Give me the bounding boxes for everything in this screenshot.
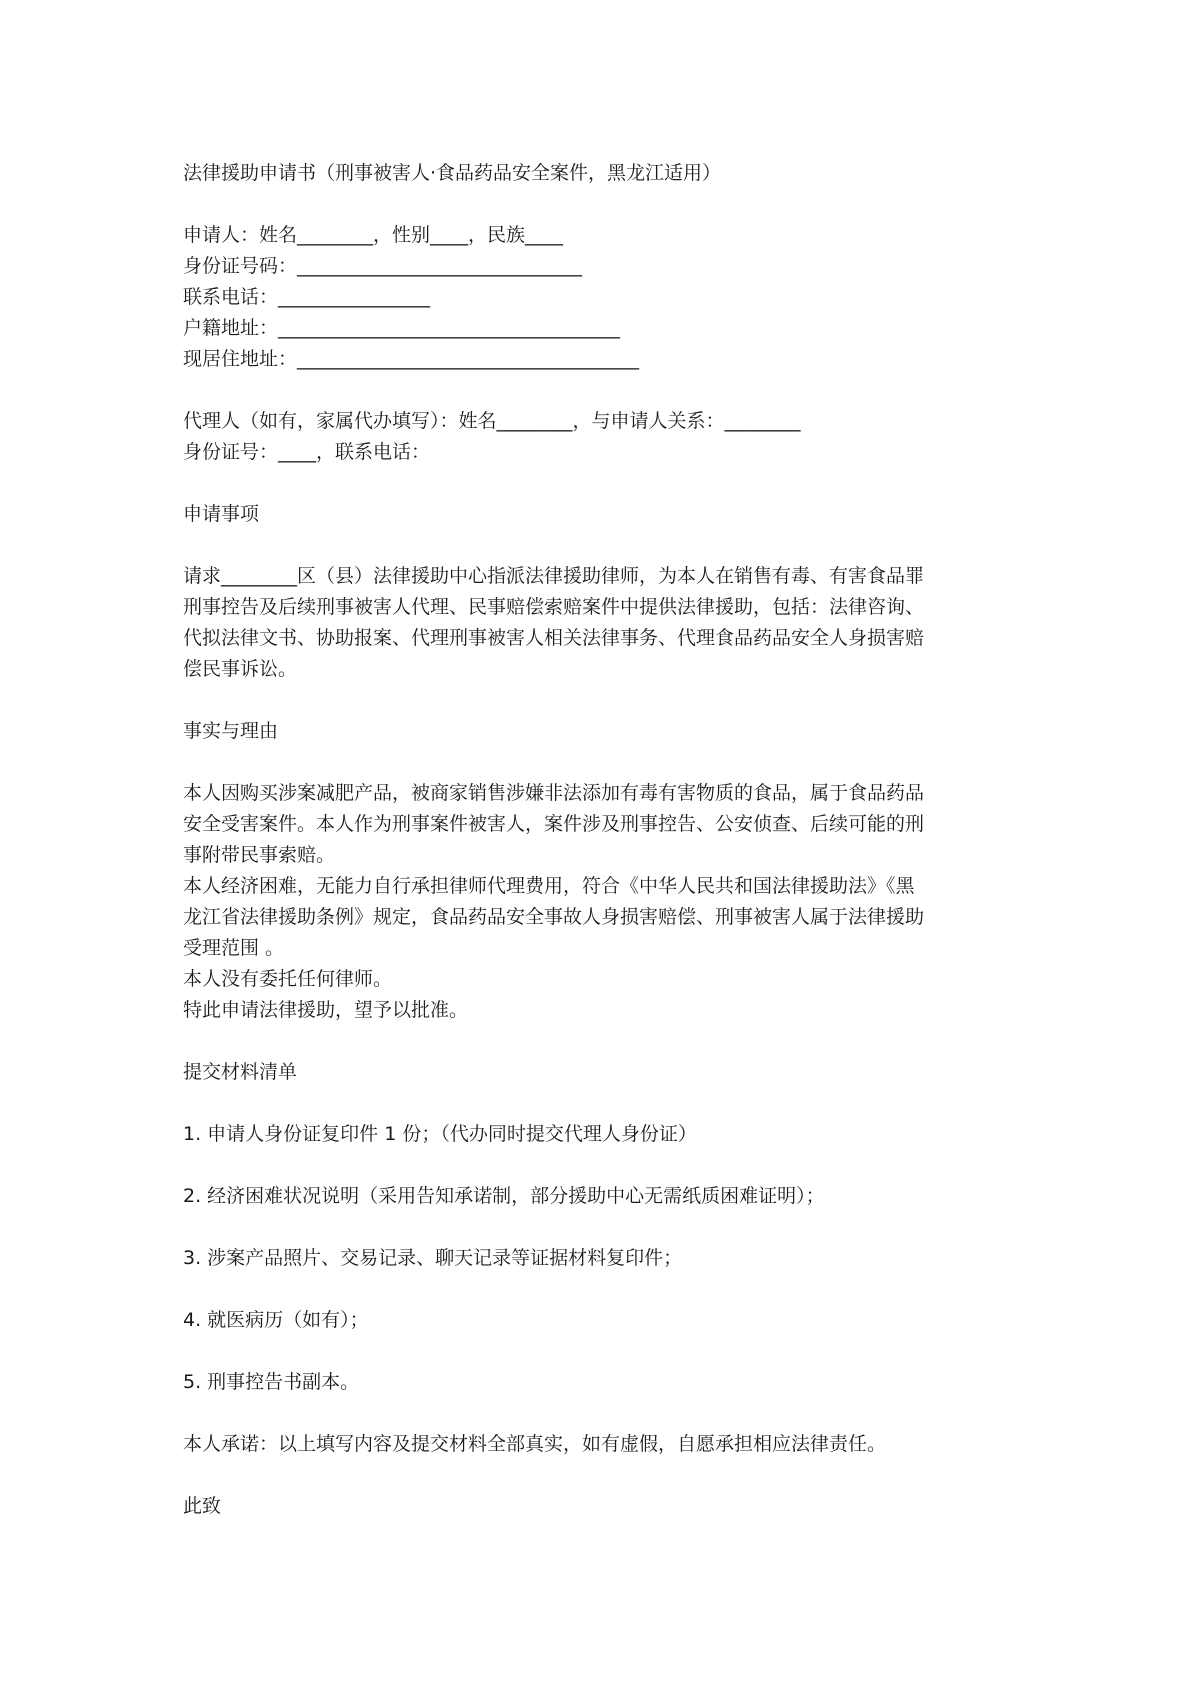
facts-line: 本人因购买涉案减肥产品，被商家销售涉嫌非法添加有毒有害物质的食品，属于食品药品 bbox=[183, 782, 925, 804]
agent-line-2: 身份证号：____，联系电话： bbox=[183, 441, 431, 463]
materials-list-item: 3. 涉案产品照片、交易记录、聊天记录等证据材料复印件； bbox=[183, 1247, 683, 1269]
spacer bbox=[183, 1150, 1023, 1181]
spacer bbox=[183, 1336, 1023, 1367]
facts-line: 受理范围 。 bbox=[183, 937, 285, 959]
applicant-residence-line: 现居住地址：____________________________________ bbox=[183, 348, 640, 370]
applicant-hukou-line: 户籍地址：____________________________________ bbox=[183, 317, 621, 339]
closing-salutation: 此致 bbox=[183, 1495, 222, 1517]
spacer bbox=[183, 1460, 1023, 1491]
materials-list-item: 2. 经济困难状况说明（采用告知承诺制，部分援助中心无需纸质困难证明）； bbox=[183, 1185, 825, 1207]
request-body-line: 代拟法律文书、协助报案、代理刑事被害人相关法律事务、代理食品药品安全人身损害赔 bbox=[183, 627, 925, 649]
request-body-line: 请求________区（县）法律援助中心指派法律援助律师，为本人在销售有毒、有害食品罪 bbox=[183, 565, 925, 587]
facts-line: 特此申请法律援助，望予以批准。 bbox=[183, 999, 469, 1021]
request-body-line: 刑事控告及后续刑事被害人代理、民事赔偿索赔案件中提供法律援助，包括：法律咨询、 bbox=[183, 596, 925, 618]
facts-line: 本人没有委托任何律师。 bbox=[183, 968, 393, 990]
spacer bbox=[183, 1212, 1023, 1243]
spacer bbox=[183, 375, 1023, 406]
spacer bbox=[183, 1274, 1023, 1305]
spacer bbox=[183, 747, 1023, 778]
materials-list-item: 5. 刑事控告书副本。 bbox=[183, 1371, 360, 1393]
applicant-promise: 本人承诺：以上填写内容及提交材料全部真实，如有虚假，自愿承担相应法律责任。 bbox=[183, 1433, 887, 1455]
spacer bbox=[183, 1026, 1023, 1057]
spacer bbox=[183, 1398, 1023, 1429]
spacer bbox=[183, 685, 1023, 716]
spacer bbox=[183, 1088, 1023, 1119]
materials-list-item: 4. 就医病历（如有）； bbox=[183, 1309, 369, 1331]
request-heading: 申请事项 bbox=[183, 503, 260, 525]
spacer bbox=[183, 530, 1023, 561]
spacer bbox=[183, 468, 1023, 499]
applicant-name-line: 申请人：姓名________，性别____，民族____ bbox=[183, 224, 564, 246]
document-title: 法律援助申请书（刑事被害人·食品药品安全案件，黑龙江适用） bbox=[183, 162, 722, 184]
facts-line: 事附带民事索赔。 bbox=[183, 844, 336, 866]
facts-line: 安全受害案件。本人作为刑事案件被害人，案件涉及刑事控告、公安侦查、后续可能的刑 bbox=[183, 813, 925, 835]
document-body bbox=[183, 158, 1023, 1522]
facts-line: 龙江省法律援助条例》规定，食品药品安全事故人身损害赔偿、刑事被害人属于法律援助 bbox=[183, 906, 925, 928]
spacer bbox=[183, 189, 1023, 220]
agent-line-1: 代理人（如有，家属代办填写）：姓名________，与申请人关系：________ bbox=[183, 410, 801, 432]
facts-heading: 事实与理由 bbox=[183, 720, 279, 742]
facts-line: 本人经济困难，无能力自行承担律师代理费用，符合《中华人民共和国法律援助法》《黑 bbox=[183, 875, 915, 897]
request-body-line: 偿民事诉讼。 bbox=[183, 658, 298, 680]
materials-list-item: 1. 申请人身份证复印件 1 份；（代办同时提交代理人身份证） bbox=[183, 1123, 697, 1145]
materials-heading: 提交材料清单 bbox=[183, 1061, 298, 1083]
applicant-phone-line: 联系电话：________________ bbox=[183, 286, 431, 308]
applicant-id-line: 身份证号码：______________________________ bbox=[183, 255, 583, 277]
